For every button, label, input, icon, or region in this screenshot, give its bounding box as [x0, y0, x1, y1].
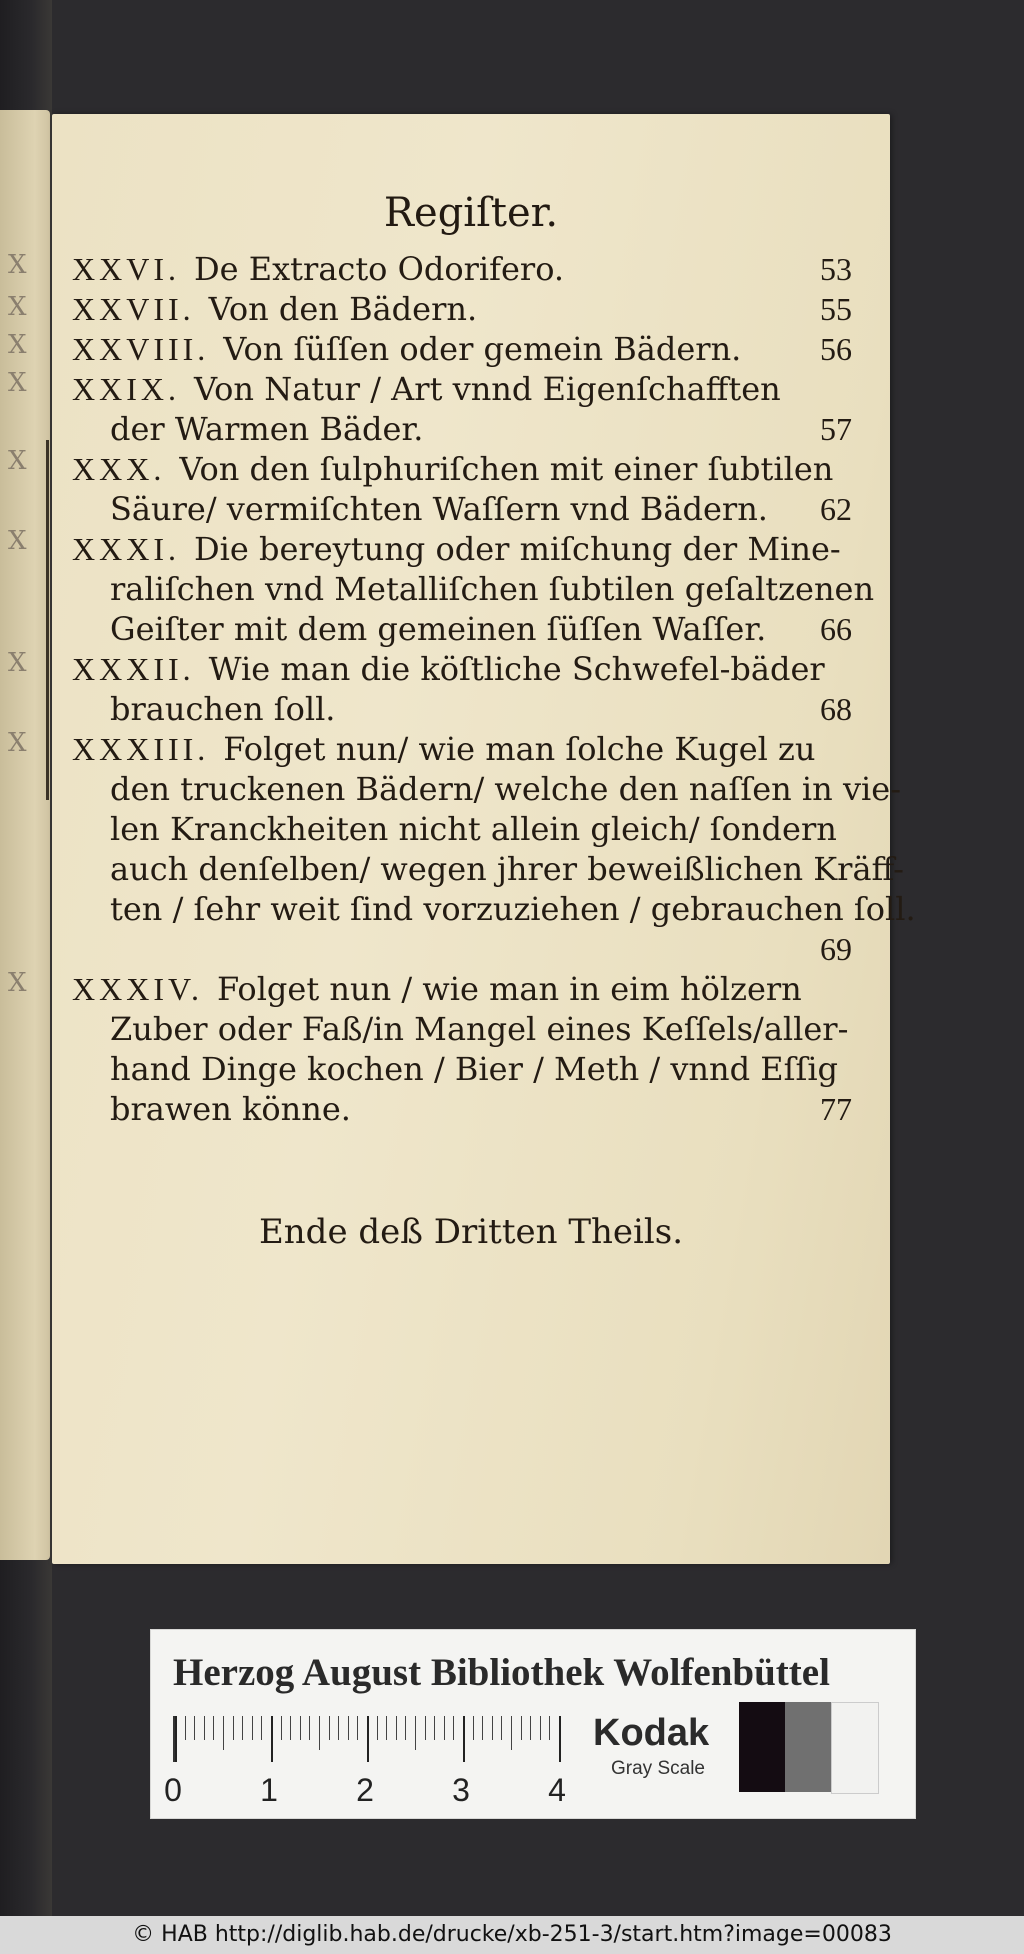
entry-line	[72, 1009, 852, 1049]
ruler-tick	[415, 1716, 416, 1750]
entry-line	[72, 729, 852, 769]
ruler-tick	[540, 1716, 541, 1740]
entry-text: raliſchen vnd Metalliſchen ſubtilen geſaltzenen	[110, 570, 875, 608]
entry-line	[72, 329, 852, 369]
ruler-tick	[473, 1716, 474, 1740]
ruler-tick	[194, 1716, 195, 1740]
ruler-tick	[367, 1716, 369, 1762]
ruler-tick	[357, 1716, 358, 1740]
entry-numeral: XXXII.	[72, 651, 195, 687]
entry-line	[72, 249, 852, 289]
prev-page-mark: X	[8, 250, 27, 280]
ruler-tick	[175, 1716, 177, 1762]
entry-page-number: 77	[820, 1091, 852, 1127]
entry-text: Zuber oder Faß/in Mangel eines Keſſels/aller-	[110, 1010, 849, 1048]
kodak-logo: Kodak	[593, 1712, 710, 1754]
entry-numeral: XXIX.	[72, 371, 180, 407]
entry-text: brauchen ſoll.	[110, 690, 336, 728]
entry-text: Geiſter mit dem gemeinen ſüſſen Waſſer.	[110, 610, 767, 648]
ruler-tick	[405, 1716, 406, 1740]
ruler-tick	[501, 1716, 502, 1740]
library-name: Herzog August Bibliothek Wolfenbüttel	[173, 1651, 830, 1694]
entry-text: Von Natur / Art vnnd Eigenſchafften	[193, 370, 781, 408]
gray-scale-label: Gray Scale	[611, 1758, 705, 1779]
entry-line	[72, 649, 852, 689]
register-entry	[72, 649, 852, 729]
entry-text: ten / ſehr weit ſind vorzuziehen / gebrauchen ſoll.	[110, 890, 916, 928]
ruler-tick	[549, 1716, 550, 1740]
register-entry	[72, 969, 852, 1129]
ruler-tick	[281, 1716, 282, 1740]
entry-numeral: XXXIII.	[72, 731, 210, 767]
ruler-tick	[309, 1716, 310, 1740]
entry-line	[72, 489, 852, 529]
ruler-tick	[223, 1716, 224, 1750]
copyright-bar: © HAB http://diglib.hab.de/drucke/xb-251-3/start.htm?image=00083	[0, 1916, 1024, 1954]
ruler-number: 4	[548, 1772, 566, 1808]
margin-rule	[46, 440, 49, 800]
ruler-tick	[185, 1716, 186, 1740]
entry-page-number: 53	[820, 251, 852, 287]
entry-line	[72, 969, 852, 1009]
ruler-tick	[511, 1716, 512, 1750]
ruler-tick	[261, 1716, 262, 1740]
entry-page-number: 56	[820, 331, 852, 367]
entry-line	[72, 449, 852, 489]
ruler-tick	[396, 1716, 397, 1740]
register-entry	[72, 329, 852, 369]
entry-line	[72, 569, 875, 609]
entry-line	[72, 769, 901, 809]
ruler-tick	[204, 1716, 205, 1740]
entry-line	[72, 369, 852, 409]
prev-page-mark: X	[8, 330, 27, 360]
entry-text: der Warmen Bäder.	[110, 410, 424, 448]
entry-text: Von den ſulphuriſchen mit einer ſubtilen	[179, 450, 834, 488]
ruler-tick	[453, 1716, 454, 1740]
register-entry	[72, 249, 852, 289]
entry-numeral: XXX.	[72, 451, 166, 487]
ruler-tick	[329, 1716, 330, 1740]
page-number-line	[72, 929, 852, 969]
ruler-tick	[242, 1716, 243, 1740]
entry-text: Von ſüſſen oder gemein Bädern.	[223, 330, 742, 368]
ruler-tick	[290, 1716, 291, 1740]
ruler-tick	[492, 1716, 493, 1740]
entry-page-number: 69	[820, 931, 852, 967]
ruler-number: 0	[164, 1772, 182, 1808]
register-entries	[72, 249, 916, 1129]
ruler-tick	[338, 1716, 339, 1740]
entry-text: Säure/ vermiſchten Waſſern vnd Bädern.	[110, 490, 768, 528]
ruler-tick	[444, 1716, 445, 1740]
entry-numeral: XXVII.	[72, 291, 195, 327]
ruler-tick	[434, 1716, 435, 1740]
entry-page-number: 62	[820, 491, 852, 527]
register-entry	[72, 369, 852, 449]
ruler-tick	[300, 1716, 301, 1740]
gray-patch-white	[831, 1702, 879, 1794]
entry-line	[72, 889, 916, 929]
entry-line	[72, 289, 852, 329]
ruler-tick	[233, 1716, 234, 1740]
entry-text: Folget nun / wie man in eim hölzern	[216, 970, 802, 1008]
entry-line	[72, 1049, 852, 1089]
entry-page-number: 57	[820, 411, 852, 447]
prev-page-mark: X	[8, 368, 27, 398]
ruler-number: 2	[356, 1772, 374, 1808]
ruler-number: 3	[452, 1772, 470, 1808]
ruler-tick	[213, 1716, 214, 1740]
gray-patch-mid	[785, 1702, 831, 1792]
prev-page-mark: X	[8, 728, 27, 758]
part-ending: Ende deß Dritten Theils.	[258, 1212, 684, 1252]
entry-text: den truckenen Bädern/ welche den naſſen in vie-	[110, 770, 901, 808]
ruler-tick	[377, 1716, 378, 1740]
gray-patch-black	[739, 1702, 785, 1792]
prev-page-mark: X	[8, 292, 27, 322]
prev-page-mark: X	[8, 648, 27, 678]
color-scale-card	[150, 1629, 916, 1819]
entry-text: Die bereytung oder miſchung der Mine-	[193, 530, 841, 568]
ruler	[164, 1716, 573, 1816]
ruler-tick	[271, 1716, 273, 1762]
ruler-tick	[319, 1716, 320, 1750]
entry-text: hand Dinge kochen / Bier / Meth / vnnd Eſſig	[110, 1050, 839, 1088]
entry-text: Folget nun/ wie man ſolche Kugel zu	[223, 730, 816, 768]
ruler-ticks	[173, 1716, 560, 1762]
previous-page-edge	[0, 110, 50, 1560]
prev-page-mark: X	[8, 526, 27, 556]
entry-text: auch denſelben/ wegen jhrer beweißlichen Kräff-	[110, 850, 904, 888]
entry-line	[72, 689, 852, 729]
ruler-tick	[530, 1716, 531, 1740]
entry-page-number: 55	[820, 291, 852, 327]
prev-page-mark: X	[8, 968, 27, 998]
entry-line	[72, 529, 852, 569]
ruler-tick	[482, 1716, 483, 1740]
entry-numeral: XXXI.	[72, 531, 180, 567]
ruler-tick	[348, 1716, 349, 1740]
ruler-tick	[559, 1716, 561, 1762]
ruler-tick	[463, 1716, 465, 1762]
ruler-tick	[386, 1716, 387, 1740]
entry-line	[72, 1089, 852, 1129]
book-page	[52, 114, 916, 1564]
entry-numeral: XXXIV.	[72, 971, 203, 1007]
page-header: Regiſter.	[383, 190, 559, 236]
ruler-tick	[252, 1716, 253, 1740]
entry-text: Von den Bädern.	[208, 290, 478, 328]
entry-line	[72, 409, 852, 449]
entry-text: brawen könne.	[110, 1090, 351, 1128]
entry-line	[72, 849, 904, 889]
prev-page-mark: X	[8, 446, 27, 476]
ruler-tick	[425, 1716, 426, 1740]
entry-text: Wie man die köſtliche Schwefel-bäder	[208, 650, 825, 688]
entry-page-number: 68	[820, 691, 852, 727]
entry-text: De Extracto Odorifero.	[193, 250, 565, 288]
register-entry	[72, 449, 852, 529]
register-entry	[72, 529, 875, 649]
entry-line	[72, 809, 852, 849]
register-entry	[72, 729, 916, 969]
entry-text: len Kranckheiten nicht allein gleich/ ſondern	[110, 810, 837, 848]
entry-line	[72, 609, 852, 649]
entry-numeral: XXVIII.	[72, 331, 210, 367]
entry-numeral: XXVI.	[72, 251, 180, 287]
register-entry	[72, 289, 852, 329]
ruler-tick	[521, 1716, 522, 1740]
ruler-number: 1	[260, 1772, 278, 1808]
entry-page-number: 66	[820, 611, 852, 647]
